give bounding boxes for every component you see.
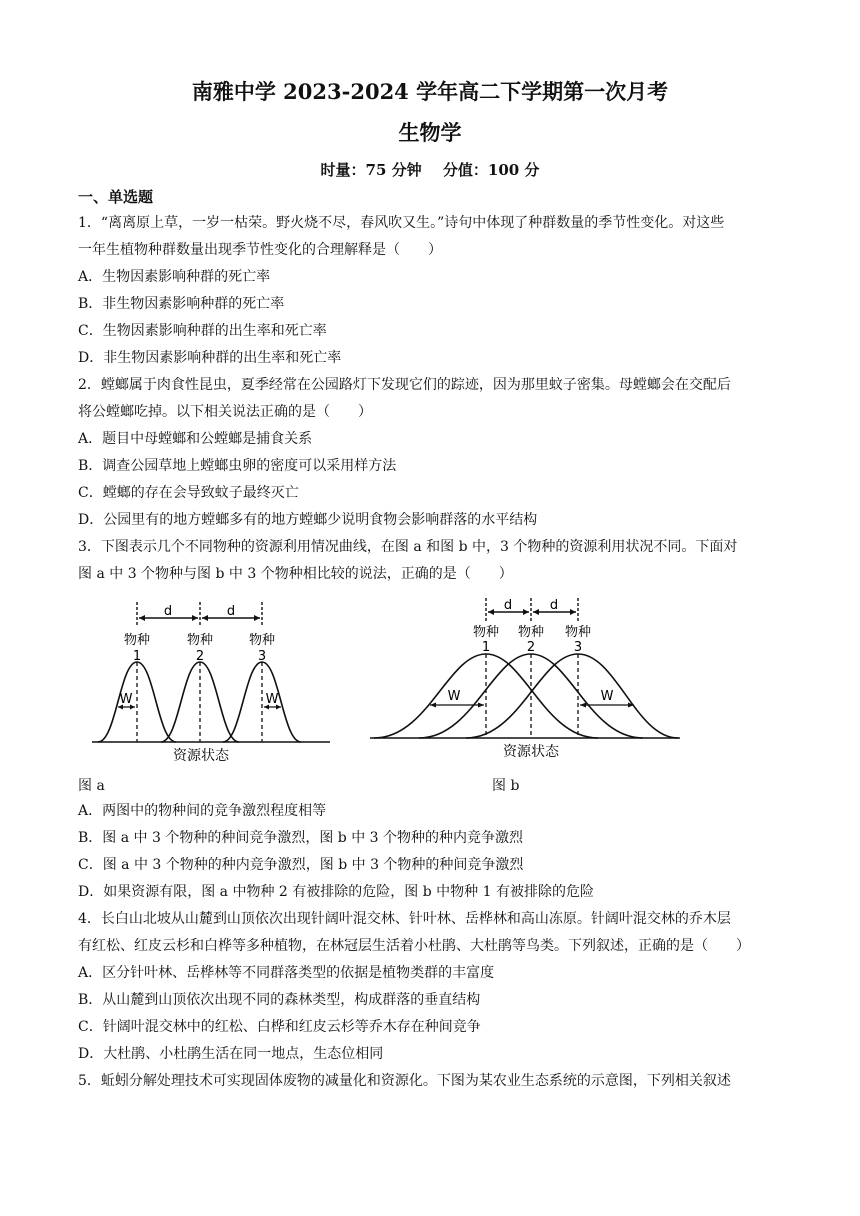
fig-b-species-label-3: 物种 (564, 625, 592, 640)
fig-b-species-number-3: 3 (573, 640, 583, 655)
fig-b-axis-label: 资源状态 (503, 744, 559, 760)
figure-b (368, 594, 684, 766)
fig-a-species-label-2: 物种 (186, 633, 214, 648)
q4-option-a: A．区分针叶林、岳桦林等不同群落类型的依据是植物类群的丰富度 (78, 965, 495, 981)
fig-a-species-label-1: 物种 (123, 633, 151, 648)
q4-option-d: D．大杜鹃、小杜鹃生活在同一地点，生态位相同 (78, 1046, 384, 1062)
fig-b-curve-3 (466, 654, 678, 738)
fig-a-species-number-3: 3 (257, 649, 267, 664)
q5-stem-line1: 5．蚯蚓分解处理技术可实现固体废物的减量化和资源化。下图为某农业生态系统的示意图，下列相关叙述 (78, 1073, 731, 1089)
q1-stem-line2: 一年生植物种群数量出现季节性变化的合理解释是（ ） (78, 242, 442, 258)
q2-option-a: A．题目中母螳螂和公螳螂是捕食关系 (78, 431, 313, 447)
fig-a-species-number-2: 2 (195, 649, 205, 664)
fig-a-curve-1 (98, 662, 176, 742)
q2-stem-line2: 将公螳螂吃掉。以下相关说法正确的是（ ） (78, 404, 372, 420)
q1-stem-line1: 1．“离离原上草，一岁一枯荣。野火烧不尽，春风吹又生。”诗句中体现了种群数量的季节性变化。对这些 (78, 215, 725, 231)
q2-option-b: B．调查公园草地上螳螂虫卵的密度可以采用样方法 (78, 458, 397, 474)
q1-option-a: A．生物因素影响种群的死亡率 (78, 269, 271, 285)
q1-option-d: D．非生物因素影响种群的出生率和死亡率 (78, 350, 342, 366)
q4-stem-line1: 4．长白山北坡从山麓到山顶依次出现针阔叶混交林、针叶林、岳桦林和高山冻原。针阔叶混交林的乔木层 (78, 911, 731, 927)
fig-b-species-label-2: 物种 (517, 625, 545, 640)
fig-b-d-label-2: d (549, 598, 559, 613)
fig-a-d-label-2: d (226, 604, 236, 619)
fig-b-species-number-1: 1 (481, 640, 491, 655)
figure-a-label: 图 a (78, 778, 105, 794)
fig-a-d-label-1: d (163, 604, 173, 619)
q3-option-c: C．图 a 中 3 个物种的种内竞争激烈，图 b 中 3 个物种的种间竞争激烈 (78, 857, 524, 873)
q2-option-c: C．螳螂的存在会导致蚊子最终灭亡 (78, 485, 299, 501)
fig-a-species-number-1: 1 (132, 649, 142, 664)
fig-a-curve-2 (161, 662, 239, 742)
q3-option-b: B．图 a 中 3 个物种的种间竞争激烈，图 b 中 3 个物种的种内竞争激烈 (78, 830, 524, 846)
figure-a (88, 598, 334, 768)
exam-meta (0, 159, 860, 180)
exam-score: 分值：100 分 (442, 161, 540, 179)
fig-a-w-label-1: W (119, 692, 133, 707)
exam-title: 南雅中学 2023-2024 学年高二下学期第一次月考 (191, 79, 669, 104)
section-heading: 一、单选题 (78, 188, 154, 206)
q2-option-d: D．公园里有的地方螳螂多有的地方螳螂少说明食物会影响群落的水平结构 (78, 512, 538, 528)
q2-stem-line1: 2．螳螂属于肉食性昆虫，夏季经常在公园路灯下发现它们的踪迹，因为那里蚊子密集。母螳螂会在交配后 (78, 377, 731, 393)
exam-subject: 生物学 (398, 120, 462, 145)
q3-stem-line1: 3．下图表示几个不同物种的资源利用情况曲线，在图 a 和图 b 中，3 个物种的资源利用状况不同。下面对 (78, 539, 738, 555)
fig-a-curve-3 (223, 662, 301, 742)
fig-b-w-label-2: W (600, 689, 614, 704)
fig-a-axis-label: 资源状态 (173, 748, 229, 764)
figure-b-label: 图 b (492, 778, 520, 794)
q4-stem-line2: 有红松、红皮云杉和白桦等多种植物，在林冠层生活着小杜鹃、大杜鹃等鸟类。下列叙述，正确的是（ ） (78, 938, 750, 954)
fig-b-species-label-1: 物种 (472, 625, 500, 640)
fig-a-species-label-3: 物种 (248, 633, 276, 648)
fig-b-w-label-1: W (447, 689, 461, 704)
q3-option-d: D．如果资源有限，图 a 中物种 2 有被排除的危险，图 b 中物种 1 有被排除的危险 (78, 884, 594, 900)
q4-option-c: C．针阔叶混交林中的红松、白桦和红皮云杉等乔木存在种间竞争 (78, 1019, 481, 1035)
q1-option-b: B．非生物因素影响种群的死亡率 (78, 296, 285, 312)
q1-option-c: C．生物因素影响种群的出生率和死亡率 (78, 323, 327, 339)
exam-time: 时量：75 分钟 (320, 161, 422, 179)
fig-b-species-number-2: 2 (526, 640, 536, 655)
fig-a-w-label-2: W (265, 692, 279, 707)
q3-stem-line2: 图 a 中 3 个物种与图 b 中 3 个物种相比较的说法，正确的是（ ） (78, 566, 513, 582)
fig-b-d-label-1: d (503, 598, 513, 613)
q4-option-b: B．从山麓到山顶依次出现不同的森林类型，构成群落的垂直结构 (78, 992, 481, 1008)
q3-option-a: A．两图中的物种间的竞争激烈程度相等 (78, 803, 327, 819)
